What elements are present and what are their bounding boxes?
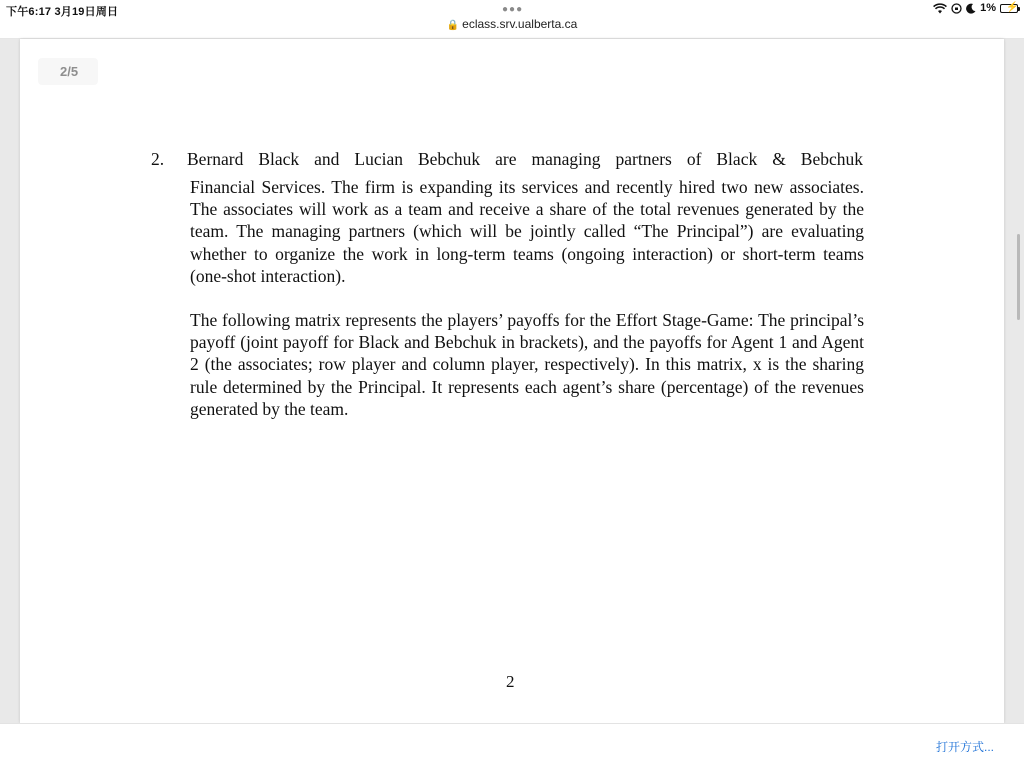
url-text: eclass.srv.ualberta.ca	[462, 17, 578, 31]
battery-icon: ⚡	[1000, 4, 1018, 13]
moon-icon	[966, 3, 976, 14]
page-indicator: 2/5	[38, 58, 98, 85]
lock-icon: 🔒	[446, 20, 460, 31]
question-first-line: Bernard Black and Lucian Bebchuk are managing partners of Black & Bebchuk	[187, 149, 863, 169]
battery-percent: 1%	[980, 2, 996, 14]
wifi-icon	[933, 3, 947, 14]
paragraph-2: The following matrix represents the players’ payoffs for the Effort Stage-Game: The principal’s payoff (joint payoff for Black and Bebchuk in brackets), and the payoffs for Agent 1 and Agent 2 (the associates; row player and column player, respectively). In this matrix, x is the sharing rule determined by the Principal. It represents each agent’s share (percentage) of the revenues generated by the team.	[190, 310, 864, 419]
more-dots-icon[interactable]: ●●●	[502, 4, 524, 15]
status-bar	[0, 0, 1024, 39]
scrollbar[interactable]	[1017, 234, 1020, 320]
question-number: 2.	[151, 149, 165, 169]
open-with-button[interactable]: 打开方式...	[935, 740, 994, 754]
page-number: 2	[506, 672, 515, 691]
address-bar[interactable]	[0, 17, 1024, 31]
bottom-toolbar	[0, 723, 1024, 769]
status-time-date: 下午6:17 3月19日周日	[6, 6, 119, 18]
screen-lock-icon	[951, 3, 962, 14]
paragraph-1: Financial Services. The firm is expanding its services and recently hired two new associates. The associates will work as a team and receive a share of the total revenues generated by the team. The managing partners (which will be jointly called “The Principal”) are evaluating whether to organize the work in long-term teams (ongoing interaction) or short-term teams (one-shot interaction).	[190, 177, 864, 286]
status-indicators	[933, 2, 1018, 14]
